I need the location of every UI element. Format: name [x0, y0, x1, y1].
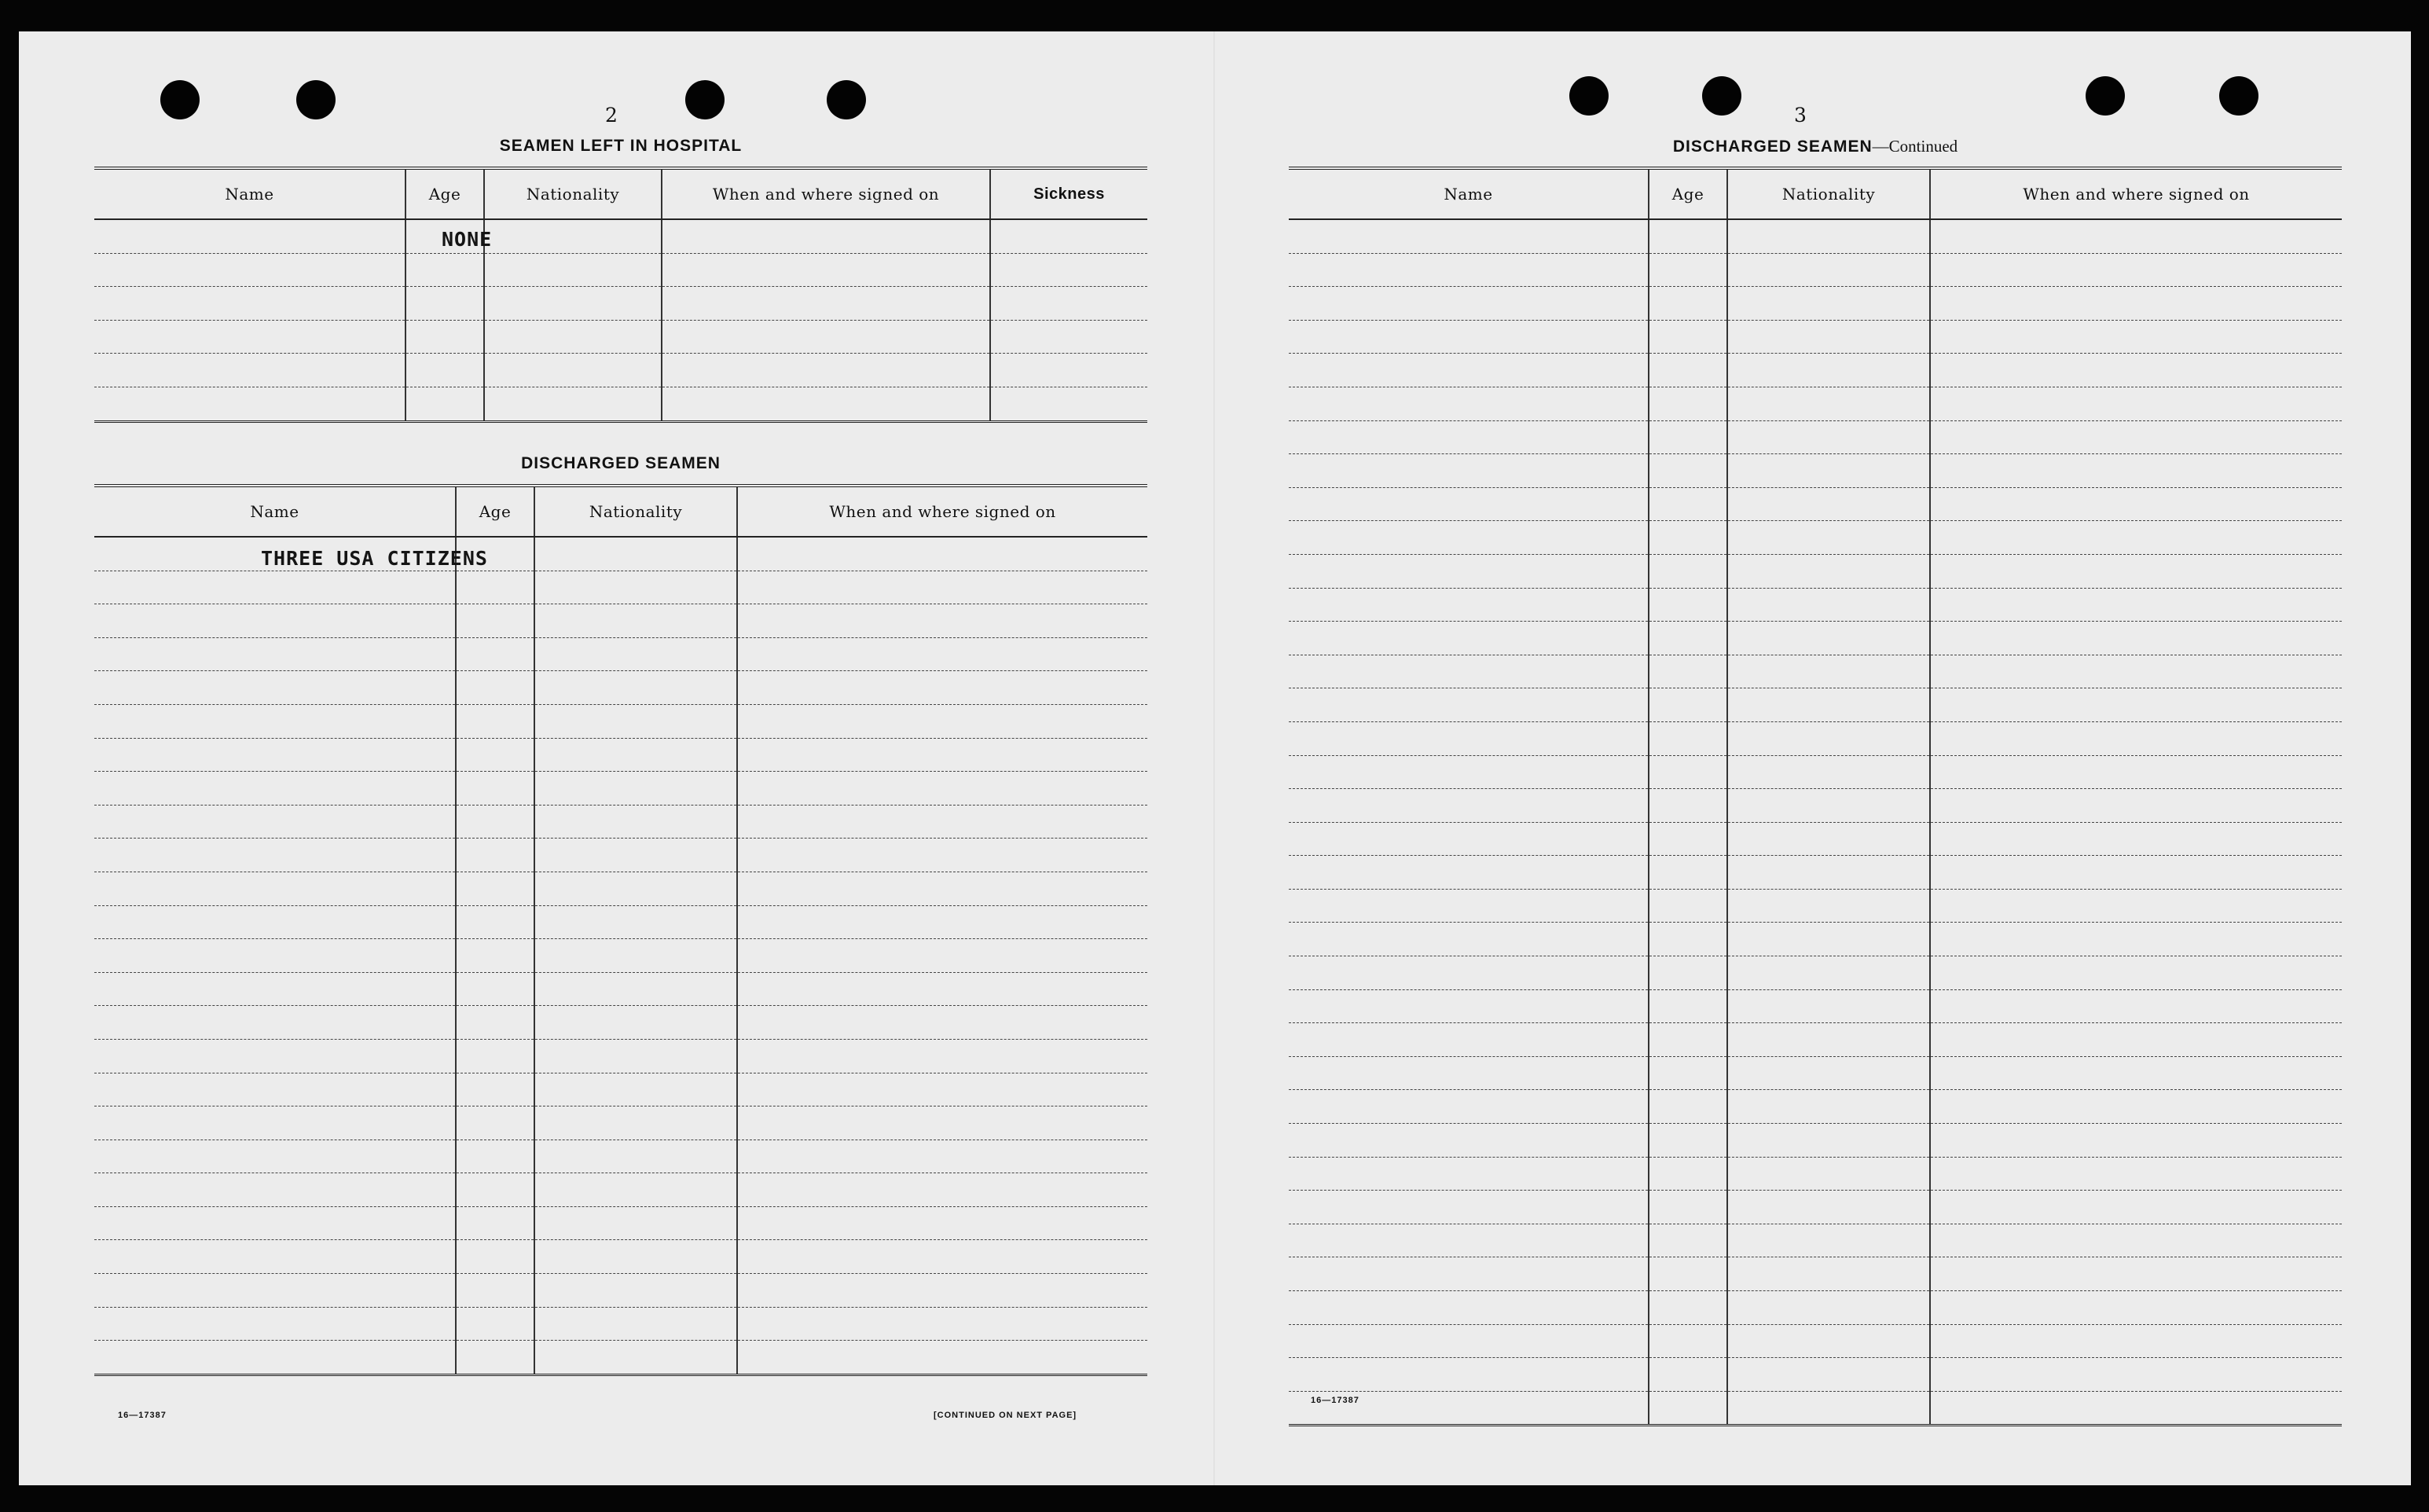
table-row	[94, 637, 1147, 671]
hospital-table	[94, 167, 1147, 423]
table-row	[94, 253, 1147, 287]
table-row	[1289, 1358, 2342, 1392]
table-header-row	[94, 168, 1147, 219]
table-row	[94, 1039, 1147, 1073]
table-row	[94, 1206, 1147, 1240]
table-row	[94, 1274, 1147, 1308]
table-row	[1289, 1224, 2342, 1257]
discharged-table	[94, 484, 1147, 1376]
table-row	[94, 571, 1147, 604]
column-header-sickness: Sickness	[990, 168, 1147, 219]
column-header-signed-on: When and where signed on	[662, 168, 990, 219]
table-row	[1289, 956, 2342, 990]
table-row	[94, 354, 1147, 387]
table-row	[94, 287, 1147, 321]
table-row	[1289, 588, 2342, 622]
table-row	[94, 1240, 1147, 1274]
table-row	[1289, 1257, 2342, 1291]
table-row	[1289, 989, 2342, 1023]
table-row	[94, 972, 1147, 1006]
table-row	[1289, 420, 2342, 454]
table-row	[1289, 1056, 2342, 1090]
column-header-nationality: Nationality	[534, 486, 737, 537]
table-row	[1289, 1191, 2342, 1224]
table-row	[94, 839, 1147, 872]
discharged-section-title: DISCHARGED SEAMEN	[521, 454, 721, 472]
table-row	[1289, 755, 2342, 789]
table-row	[94, 1307, 1147, 1341]
hospital-section-title: SEAMEN LEFT IN HOSPITAL	[499, 137, 743, 155]
continued-note: [CONTINUED ON NEXT PAGE]	[934, 1411, 1077, 1420]
table-header-row	[1289, 168, 2342, 219]
table-row	[1289, 320, 2342, 354]
table-header-row	[94, 486, 1147, 537]
form-number-left: 16—17387	[118, 1411, 167, 1420]
column-header-age: Age	[1649, 168, 1727, 219]
column-header-age: Age	[456, 486, 534, 537]
table-row	[1289, 1291, 2342, 1325]
column-header-name: Name	[94, 486, 456, 537]
table-row	[1289, 789, 2342, 823]
table-row	[94, 604, 1147, 638]
discharged-continued-title-text: DISCHARGED SEAMEN	[1672, 138, 1873, 156]
punch-hole	[296, 80, 336, 119]
table-row	[94, 872, 1147, 905]
table-row	[94, 772, 1147, 806]
punch-hole	[2086, 76, 2125, 116]
table-row	[1289, 655, 2342, 688]
column-header-nationality: Nationality	[484, 168, 662, 219]
punch-hole	[827, 80, 866, 119]
document-sheet	[19, 31, 2411, 1485]
table-row	[1289, 554, 2342, 588]
column-header-age: Age	[405, 168, 484, 219]
punch-hole	[2219, 76, 2258, 116]
table-row	[1289, 521, 2342, 555]
table-row	[1289, 721, 2342, 755]
table-row	[94, 1173, 1147, 1207]
typed-entry-none: NONE	[442, 228, 493, 251]
punch-hole	[1702, 76, 1741, 116]
table-row	[1289, 889, 2342, 923]
punch-hole	[160, 80, 200, 119]
table-row	[94, 1106, 1147, 1140]
discharged-continued-table	[1289, 167, 2342, 1426]
table-row	[1289, 287, 2342, 321]
table-row	[1289, 856, 2342, 890]
column-header-signed-on: When and where signed on	[1930, 168, 2342, 219]
table-row	[94, 905, 1147, 939]
table-row	[94, 219, 1147, 253]
table-row	[94, 1140, 1147, 1173]
table-row	[1289, 822, 2342, 856]
table-row	[1289, 1023, 2342, 1057]
table-row	[94, 1006, 1147, 1040]
page-number-left: 2	[605, 104, 618, 127]
table-row	[1289, 454, 2342, 488]
discharged-continued-title	[1289, 137, 2342, 156]
table-row	[1289, 923, 2342, 956]
table-row	[1289, 622, 2342, 655]
table-row	[94, 320, 1147, 354]
table-row	[94, 671, 1147, 705]
table-row	[1289, 487, 2342, 521]
table-row	[1289, 219, 2342, 253]
table-row	[94, 738, 1147, 772]
table-row	[1289, 354, 2342, 387]
column-header-nationality: Nationality	[1727, 168, 1930, 219]
continued-suffix: —Continued	[1872, 137, 1958, 156]
page-number-right: 3	[1794, 104, 1807, 127]
column-header-name: Name	[94, 168, 405, 219]
table-row	[94, 537, 1147, 571]
table-row	[94, 939, 1147, 973]
table-row	[1289, 1391, 2342, 1426]
center-fold	[1213, 31, 1215, 1485]
column-header-name: Name	[1289, 168, 1649, 219]
table-row	[1289, 387, 2342, 420]
table-row	[1289, 1090, 2342, 1124]
column-header-signed-on: When and where signed on	[737, 486, 1147, 537]
punch-hole	[685, 80, 725, 119]
form-number-right: 16—17387	[1311, 1396, 1359, 1405]
typed-entry-three-usa-citizens: THREE USA CITIZENS	[261, 547, 488, 570]
table-row	[94, 805, 1147, 839]
table-row	[94, 1341, 1147, 1375]
table-row	[1289, 688, 2342, 722]
table-row	[1289, 253, 2342, 287]
table-row	[1289, 1124, 2342, 1158]
table-row	[1289, 1324, 2342, 1358]
table-row	[94, 387, 1147, 421]
punch-hole	[1569, 76, 1609, 116]
table-row	[94, 1073, 1147, 1106]
table-row	[1289, 1157, 2342, 1191]
table-row	[94, 704, 1147, 738]
